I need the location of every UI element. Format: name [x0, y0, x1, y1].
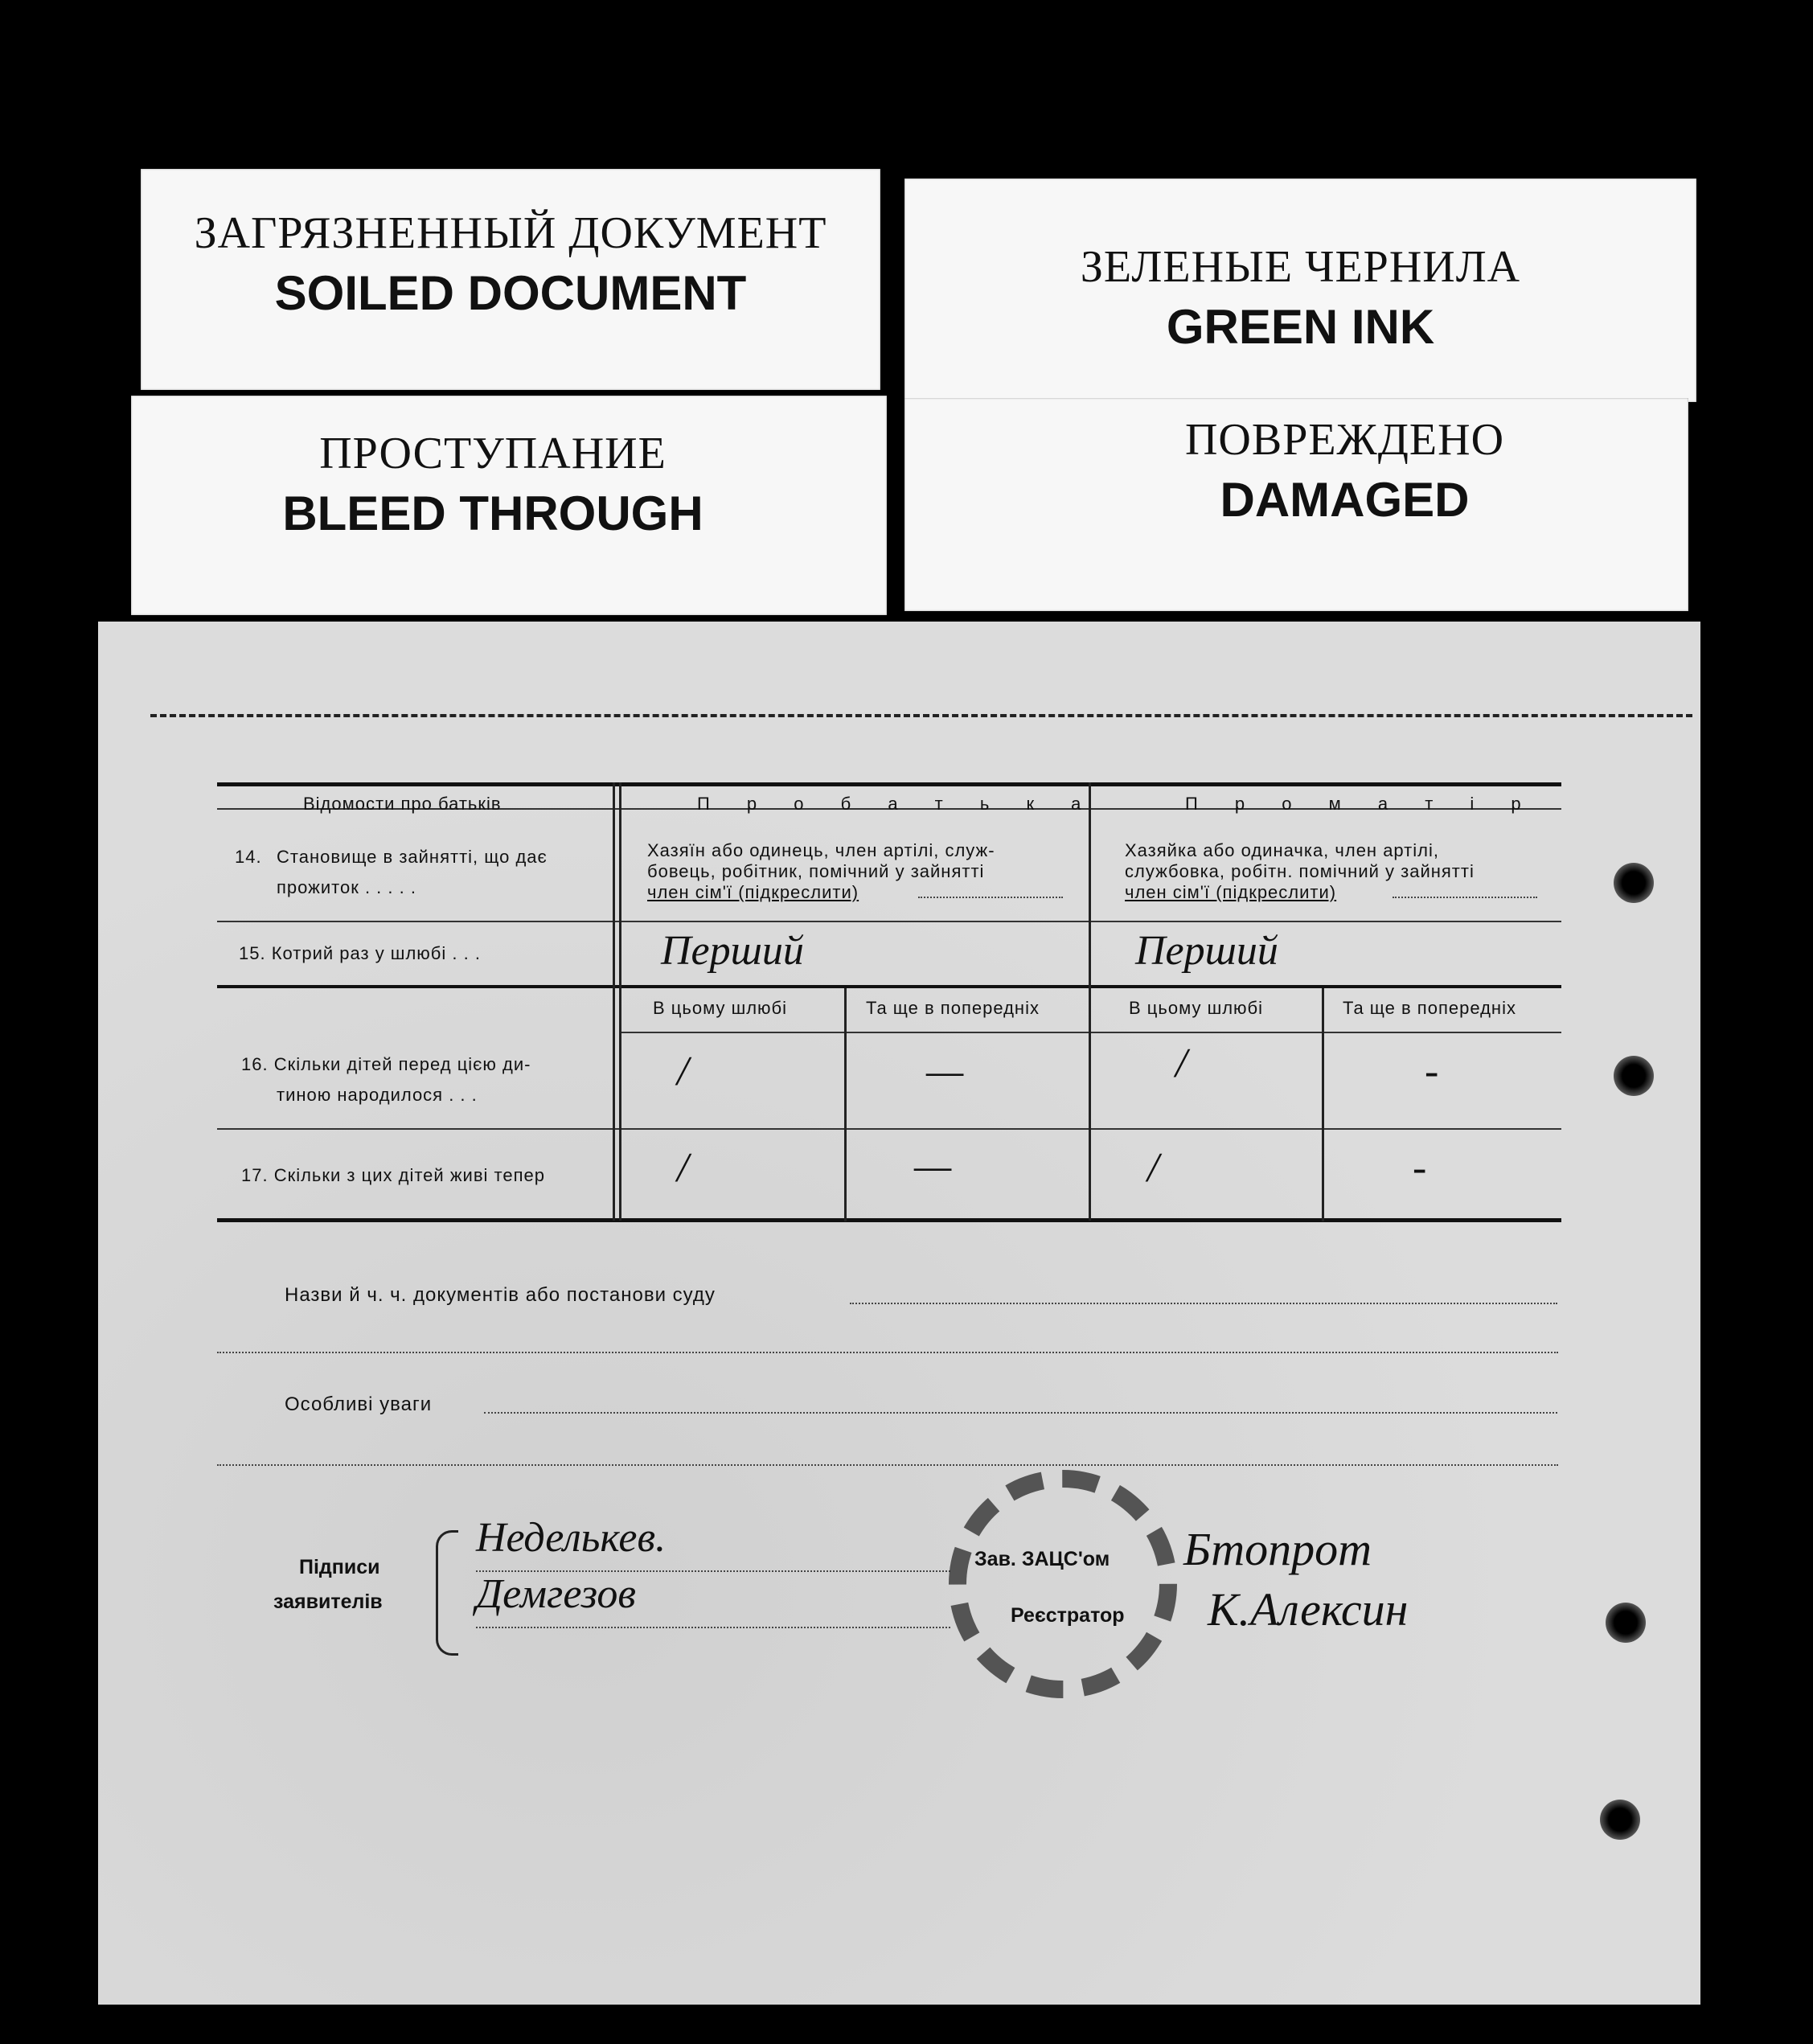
row14-rule	[217, 921, 1561, 922]
subheader-rule	[621, 1032, 1561, 1033]
col-divider	[1089, 782, 1091, 1221]
mother-current-marriage: В цьому шлюбі	[1129, 998, 1264, 1018]
row17-father-previous: —	[914, 1143, 952, 1189]
applicant-signature-2: Демгезов	[476, 1571, 636, 1617]
row16-rule	[217, 1128, 1561, 1130]
applicant-signature-1: Неделькев.	[476, 1515, 667, 1561]
punch-hole	[1614, 863, 1654, 903]
row15-rule	[217, 985, 1561, 988]
row15-father-value: Перший	[661, 928, 804, 974]
header-father: П р о б а т ь к а	[697, 794, 1097, 814]
dotted-line	[1393, 897, 1537, 898]
row14-mother-options: службовка, робітн. помічний у зайнятті	[1125, 861, 1475, 881]
dotted-line	[918, 897, 1063, 898]
card-english-label: BLEED THROUGH	[282, 486, 703, 540]
father-previous-marriages: Та ще в попередніх	[866, 998, 1040, 1018]
row17-label: 17. Скільки з цих дітей живі тепер	[241, 1165, 545, 1185]
row16-father-current: /	[677, 1049, 689, 1094]
dotted-line	[476, 1627, 950, 1628]
table-top-rule	[217, 782, 1561, 786]
signature-bracket	[436, 1530, 458, 1656]
card-english-label: SOILED DOCUMENT	[274, 266, 747, 320]
table-bottom-rule	[217, 1218, 1561, 1222]
row14-label: Становище в зайнятті, що дає	[277, 847, 548, 867]
green-ink-card	[904, 179, 1696, 402]
col-divider	[1322, 988, 1324, 1221]
header-mother: П р о м а т і р	[1185, 794, 1537, 814]
row15-label: 15. Котрий раз у шлюбі . . .	[239, 943, 481, 963]
punch-hole	[1614, 1056, 1654, 1096]
soiled-document-card	[141, 169, 880, 390]
card-russian-label: ПРОСТУПАНИЕ	[319, 429, 667, 478]
card-english-label: GREEN INK	[1166, 300, 1435, 354]
official-seal	[949, 1470, 1177, 1698]
row16-father-previous: —	[926, 1049, 964, 1094]
row14-mother-options: член сім'ї (підкреслити)	[1125, 882, 1337, 902]
card-russian-label: ЗАГРЯЗНЕННЫЙ ДОКУМЕНТ	[194, 208, 827, 258]
bleed-through-card	[131, 396, 887, 615]
registrar-label: Реєстратор	[1011, 1604, 1125, 1627]
col-divider	[613, 782, 615, 1221]
row14-num: 14.	[235, 847, 262, 867]
card-english-label: DAMAGED	[1220, 473, 1470, 527]
dotted-line	[484, 1412, 1557, 1414]
notes-label: Особливі уваги	[285, 1393, 433, 1415]
row16-label: 16. Скільки дітей перед цією ди-	[241, 1054, 531, 1074]
damaged-card	[904, 398, 1688, 611]
row17-mother-current: /	[1147, 1145, 1159, 1191]
dotted-line	[850, 1303, 1557, 1304]
documents-label: Назви й ч. ч. документів або постанови суду	[285, 1284, 716, 1306]
col-divider	[844, 988, 847, 1221]
row17-mother-previous: -	[1413, 1145, 1427, 1191]
row14-label: прожиток . . . . .	[277, 877, 416, 897]
col-divider	[619, 782, 621, 1221]
registrar-signature: К.Алексин	[1208, 1583, 1409, 1636]
row16-mother-current: /	[1175, 1040, 1187, 1086]
card-russian-label: ЗЕЛЕНЫЕ ЧЕРНИЛА	[1080, 242, 1521, 292]
dotted-line	[217, 1464, 1558, 1466]
row17-father-current: /	[677, 1145, 689, 1191]
father-current-marriage: В цьому шлюбі	[653, 998, 788, 1018]
head-label: Зав. ЗАЦС'ом	[974, 1548, 1110, 1570]
signatures-label: Підписи	[299, 1556, 380, 1578]
perforation-line	[150, 714, 1692, 717]
row14-mother-options: Хазяйка або одиначка, член артілі,	[1125, 840, 1439, 860]
row14-father-options: член сім'ї (підкреслити)	[647, 882, 859, 902]
row14-father-options: Хазяїн або одинець, член артілі, служ-	[647, 840, 995, 860]
head-signature: Бтопрот	[1183, 1523, 1372, 1575]
row15-mother-value: Перший	[1135, 928, 1278, 974]
row16-mother-previous: -	[1425, 1049, 1439, 1094]
card-russian-label: ПОВРЕЖДЕНО	[1184, 415, 1505, 465]
punch-hole	[1606, 1603, 1646, 1643]
dotted-line	[217, 1352, 1558, 1353]
header-parents-info: Відомости про батьків	[303, 794, 502, 814]
document-sheet	[98, 622, 1700, 2005]
row16-label: тиною народилося . . .	[277, 1085, 478, 1105]
punch-hole	[1600, 1800, 1640, 1840]
mother-previous-marriages: Та ще в попередніх	[1343, 998, 1516, 1018]
row14-father-options: бовець, робітник, помічний у зайнятті	[647, 861, 985, 881]
signatures-label: заявителів	[273, 1590, 383, 1613]
